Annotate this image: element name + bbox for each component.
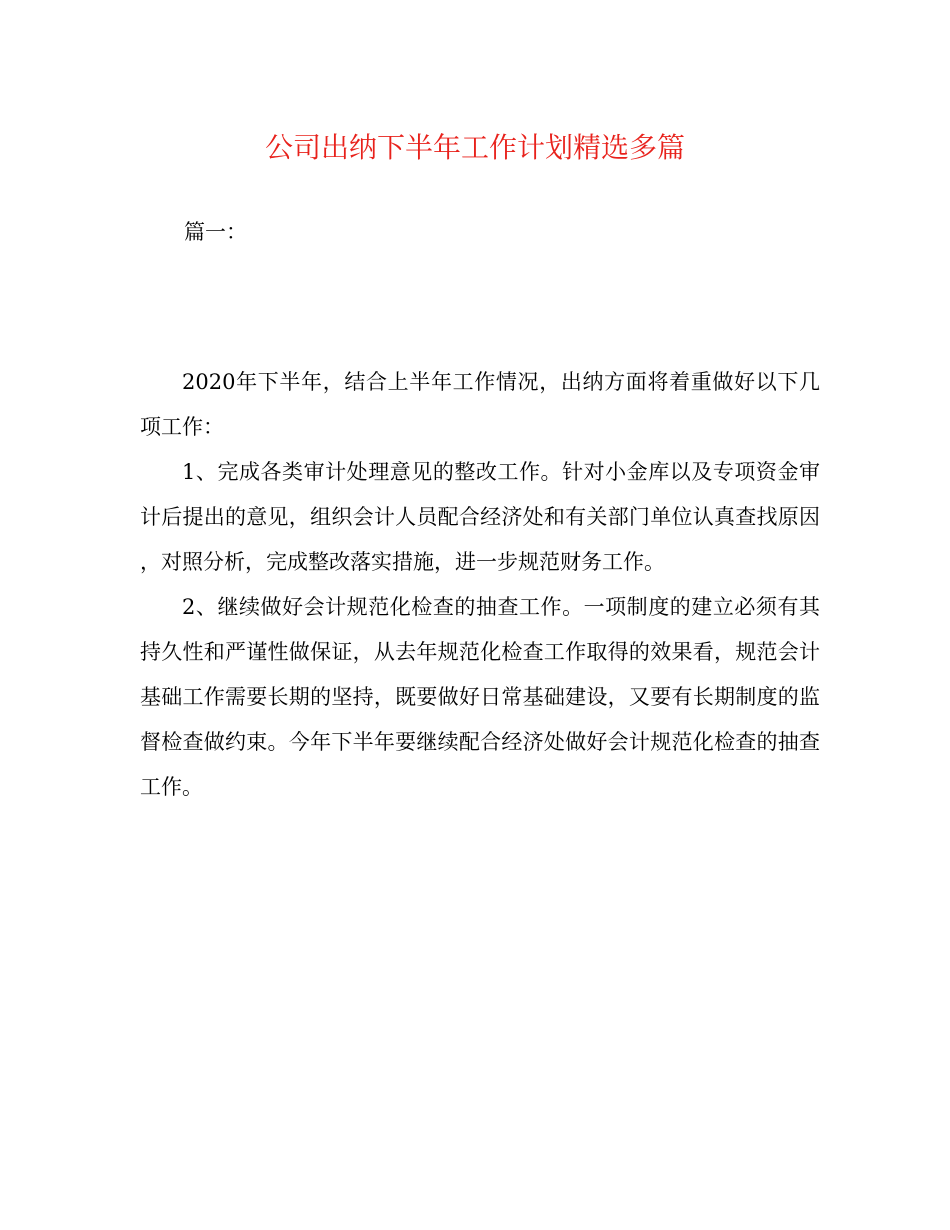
- paragraph-item-2: 2、继续做好会计规范化检查的抽查工作。一项制度的建立必须有其持久性和严谨性做保证，从去年规范化检查工作取得的效果看，规范会计基础工作需要长期的坚持，既要做好日常基础建设，又要有长期制度的监督检查做约束。今年下半年要继续配合经济处做好会计规范化检查的抽查工作。: [140, 595, 820, 799]
- document-title: 公司出纳下半年工作计划精选多篇: [264, 131, 685, 164]
- paragraph-item-1: 1、完成各类审计处理意见的整改工作。针对小金库以及专项资金审计后提出的意见，组织会计人员配合经济处和有关部门单位认真查找原因，对照分析，完成整改落实措施，进一步规范财务工作。: [140, 460, 820, 574]
- section-heading: 篇一：: [184, 220, 247, 244]
- document-body: [140, 360, 820, 810]
- paragraph-intro: 2020年下半年，结合上半年工作情况，出纳方面将着重做好以下几项工作：: [140, 370, 820, 439]
